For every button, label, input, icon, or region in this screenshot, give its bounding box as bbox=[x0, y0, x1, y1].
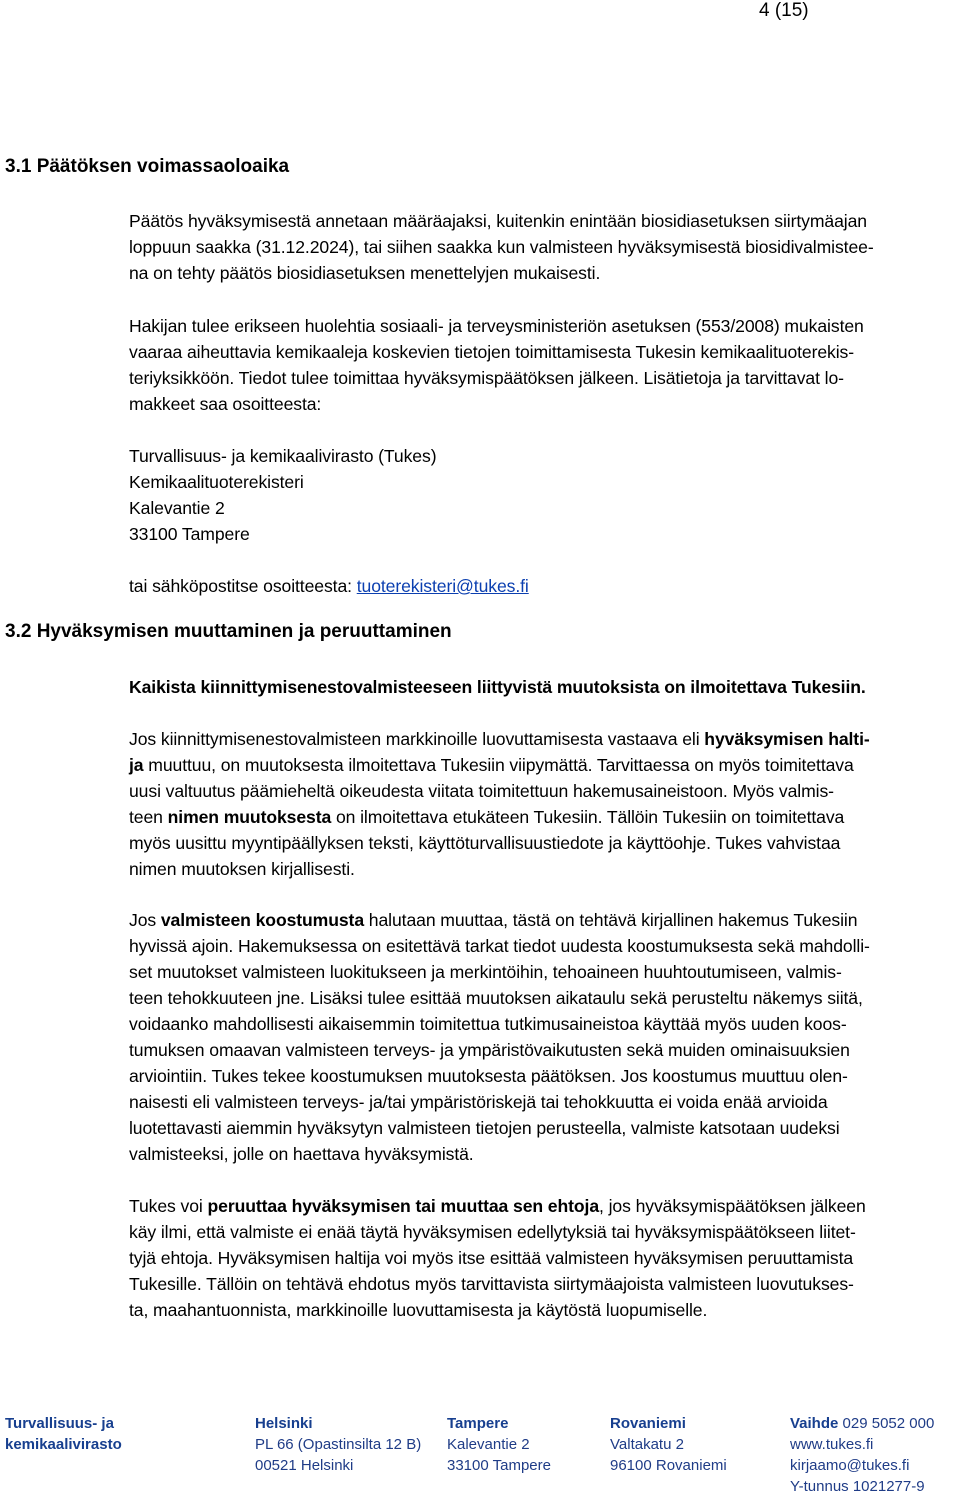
text-span: , jos hyväksymispäätöksen jälkeen bbox=[599, 1196, 866, 1216]
text-line: luotettavasti aiemmin hyväksytyn valmisteen tietojen perusteella, valmiste katsotaan uudeksi bbox=[129, 1118, 840, 1138]
text-line: vaaraa aiheuttavia kemikaaleja koskevien tietojen toimittamisesta Tukesin kemikaalituoterekis- bbox=[129, 342, 855, 362]
text-line: tyjä ehtoja. Hyväksymisen haltija voi myös itse esittää valmisteen hyväksymisen peruuttamista bbox=[129, 1248, 854, 1268]
bold-span: hyväksymisen halti- bbox=[704, 729, 870, 749]
text-line: käy ilmi, että valmiste ei enää täytä hyväksymisen edellytyksiä tai hyväksymispäätökseen liitet- bbox=[129, 1222, 856, 1242]
bold-statement: Kaikista kiinnittymisenestovalmisteeseen liittyvistä muutoksista on ilmoitettava Tukesiin. bbox=[129, 677, 866, 697]
footer-helsinki bbox=[255, 1413, 421, 1476]
footer-phone-label: Vaihde bbox=[790, 1415, 839, 1432]
text-line bbox=[129, 752, 854, 778]
text-span: Tukes voi bbox=[129, 1196, 208, 1216]
footer-address-line: PL 66 (Opastinsilta 12 B) bbox=[255, 1436, 422, 1453]
text-line: ta, maahantuonnista, markkinoille luovuttamisesta ja käytöstä luopumiselle. bbox=[129, 1300, 708, 1320]
address-line: Kalevantie 2 bbox=[129, 498, 225, 518]
text-span: teen bbox=[129, 807, 168, 827]
text-span: on ilmoitettava etukäteen Tukesiin. Tällöin Tukesiin on toimitettava bbox=[331, 807, 845, 827]
email-line bbox=[129, 573, 529, 599]
section-heading-3-2: 3.2 Hyväksymisen muuttaminen ja peruuttaminen bbox=[5, 621, 452, 642]
footer-address-line: 00521 Helsinki bbox=[255, 1457, 354, 1474]
text-line: Päätös hyväksymisestä annetaan määräajaksi, kuitenkin enintään biosidiasetuksen siirtymäajan bbox=[129, 211, 867, 231]
text-span: halutaan muuttaa, tästä on tehtävä kirjallinen hakemus Tukesiin bbox=[364, 910, 858, 930]
text-line: arviointiin. Tukes tekee koostumuksen muutoksesta päätöksen. Jos koostumus muuttuu olen- bbox=[129, 1066, 848, 1086]
text-line: makkeet saa osoitteesta: bbox=[129, 394, 322, 414]
text-line: voidaanko mahdollisesti aikaisemmin toimitettua tutkimusaineistoa käyttää myös uuden koos- bbox=[129, 1014, 847, 1034]
text-line: teriyksikköön. Tiedot tulee toimittaa hyväksymispäätöksen jälkeen. Lisätietoja ja tarvittavat lo- bbox=[129, 368, 844, 388]
bold-span: valmisteen koostumusta bbox=[160, 910, 365, 930]
text-line: tumuksen omaavan valmisteen terveys- ja ympäristövaikutusten sekä muiden ominaisuuksien bbox=[129, 1040, 850, 1060]
text-line bbox=[129, 907, 857, 933]
footer-agency bbox=[5, 1413, 122, 1455]
footer-city: Helsinki bbox=[255, 1415, 313, 1432]
footer-tampere bbox=[447, 1413, 551, 1476]
text-line: Hakijan tulee erikseen huolehtia sosiaali- ja terveysministeriön asetuksen (553/2008) mukaisten bbox=[129, 316, 864, 336]
footer-email[interactable]: kirjaamo@tukes.fi bbox=[790, 1457, 910, 1474]
footer-business-id: Y-tunnus 1021277-9 bbox=[790, 1478, 925, 1495]
section-heading-3-1: 3.1 Päätöksen voimassaoloaika bbox=[5, 156, 290, 177]
text-line bbox=[129, 804, 844, 830]
text-line: uusi valtuutus päämieheltä oikeudesta viitata toimitettuun hakemusaineistoon. Myös valmis- bbox=[129, 781, 834, 801]
footer-address-line: 96100 Rovaniemi bbox=[610, 1457, 727, 1474]
footer-city: Tampere bbox=[447, 1415, 509, 1432]
address-line: Turvallisuus- ja kemikaalivirasto (Tukes) bbox=[129, 446, 437, 466]
text-line: valmisteeksi, jolle on haettava hyväksymistä. bbox=[129, 1144, 474, 1164]
bold-span: nimen muutoksesta bbox=[167, 807, 332, 827]
footer-phone bbox=[790, 1413, 934, 1434]
bold-span: ja bbox=[129, 755, 144, 775]
text-line bbox=[129, 1193, 866, 1219]
footer-website[interactable]: www.tukes.fi bbox=[790, 1436, 874, 1453]
footer-agency-line: Turvallisuus- ja bbox=[5, 1415, 114, 1432]
page-number: 4 (15) bbox=[759, 0, 809, 21]
text-line: teen tehokkuuteen jne. Lisäksi tulee esittää muutoksen aikataulu sekä perusteltu näkemys siitä, bbox=[129, 988, 863, 1008]
text-line: myös uusittu myyntipäällyksen teksti, käyttöturvallisuustiedote ja käyttöohje. Tukes vahvistaa bbox=[129, 833, 841, 853]
footer-city: Rovaniemi bbox=[610, 1415, 686, 1432]
address-line: 33100 Tampere bbox=[129, 524, 250, 544]
footer-address-line: Valtakatu 2 bbox=[610, 1436, 684, 1453]
text-span: Jos bbox=[129, 910, 161, 930]
text-line: naisesti eli valmisteen terveys- ja/tai ympäristöriskejä tai tehokkuutta ei voida enää arvioida bbox=[129, 1092, 828, 1112]
text-line: hyvissä ajoin. Hakemuksessa on esitettävä tarkat tiedot uudesta koostumuksesta sekä mahdolli- bbox=[129, 936, 870, 956]
text-span: muuttuu, on muutoksesta ilmoitettava Tukesiin viipymättä. Tarvittaessa on myös toimitettava bbox=[143, 755, 854, 775]
footer-agency-line: kemikaalivirasto bbox=[5, 1436, 122, 1453]
text-line bbox=[129, 726, 870, 752]
email-link[interactable]: tuoterekisteri@tukes.fi bbox=[356, 576, 529, 596]
email-prefix: tai sähköpostitse osoitteesta: bbox=[129, 576, 357, 596]
text-line: na on tehty päätös biosidiasetuksen menettelyjen mukaisesti. bbox=[129, 263, 601, 283]
text-line: nimen muutoksen kirjallisesti. bbox=[129, 859, 355, 879]
footer-rovaniemi bbox=[610, 1413, 727, 1476]
footer-phone-number: 029 5052 000 bbox=[838, 1415, 935, 1432]
footer-contact bbox=[790, 1413, 934, 1497]
footer-address-line: 33100 Tampere bbox=[447, 1457, 551, 1474]
text-span: Jos kiinnittymisenestovalmisteen markkinoille luovuttamisesta vastaava eli bbox=[129, 729, 705, 749]
bold-span: peruuttaa hyväksymisen tai muuttaa sen ehtoja bbox=[207, 1196, 600, 1216]
address-line: Kemikaalituoterekisteri bbox=[129, 472, 304, 492]
text-line: loppuun saakka (31.12.2024), tai siihen saakka kun valmisteen hyväksymisestä biosidivalmistee- bbox=[129, 237, 874, 257]
footer-address-line: Kalevantie 2 bbox=[447, 1436, 530, 1453]
text-line: Tukesille. Tällöin on tehtävä ehdotus myös tarvittavista siirtymäajoista valmisteen luovutukses- bbox=[129, 1274, 854, 1294]
text-line: set muutokset valmisteen luokitukseen ja merkintöihin, tehoaineen huuhtoutumiseen, valmis- bbox=[129, 962, 842, 982]
